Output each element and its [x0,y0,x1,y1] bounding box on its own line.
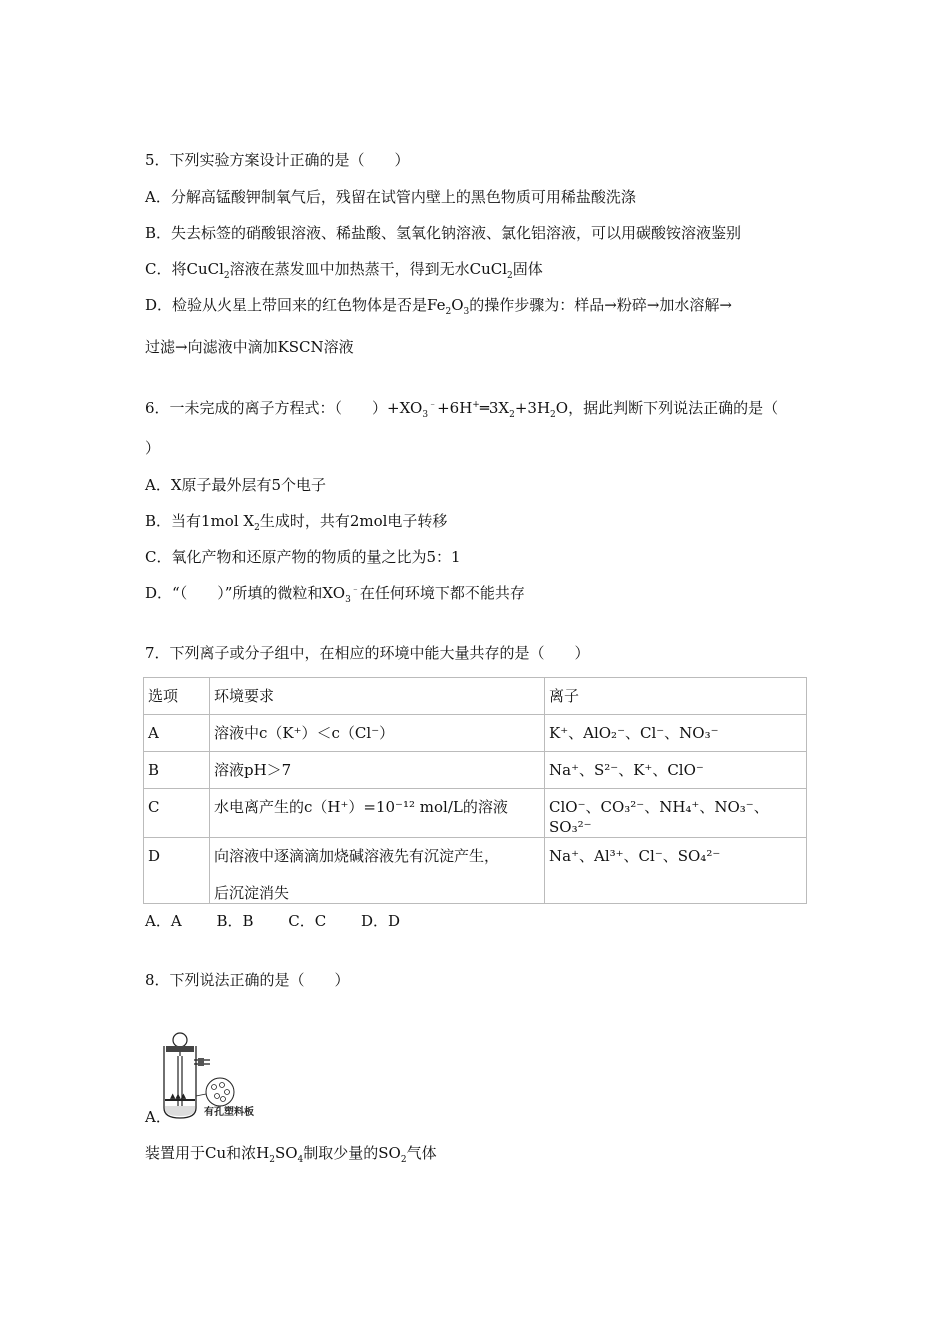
q8-option-a-label: A． [145,1108,171,1126]
q7-option-c: C．C [288,912,327,930]
q8-stem: 8．下列说法正确的是（ ） [145,971,350,989]
q5-option-c: C．将CuCl$_2$溶液在蒸发皿中加热蒸干，得到无水CuCl$_2$固体 [145,260,543,281]
table-cell-ions: Na⁺、S²⁻、K⁺、ClO⁻ [545,752,807,789]
q5-option-b: B．失去标签的硝酸银溶液、稀盐酸、氢氧化钠溶液、氯化铝溶液，可以用碳酸铵溶液鉴别 [145,224,742,242]
table-cell-env: 水电离产生的c（H⁺）=10⁻¹² mol/L的溶液 [210,789,545,838]
table-cell-ions: ClO⁻、CO₃²⁻、NH₄⁺、NO₃⁻、SO₃²⁻ [545,789,807,838]
table-header-cell: 环境要求 [210,678,545,715]
table-cell-env: 溶液中c（K⁺）＜c（Cl⁻） [210,715,545,752]
q7-table [143,677,807,904]
q6-option-b: B．当有1mol $X_2$生成时，共有2mol电子转移 [145,512,448,533]
q5-stem: 5．下列实验方案设计正确的是（ ） [145,151,410,169]
table-cell-ions: K⁺、AlO₂⁻、Cl⁻、NO₃⁻ [545,715,807,752]
figure-label: 有孔塑料板 [204,1107,254,1118]
q6-option-a: A．X原子最外层有5个电子 [145,476,327,494]
table-row [144,715,807,752]
table-header-cell: 选项 [144,678,210,715]
q5-option-d: D．检验从火星上带回来的红色物体是否是$Fe_2O_3$的操作步骤为：样品→粉碎→加水溶解→ [145,296,732,317]
table-row [144,752,807,789]
q5-option-a: A．分解高锰酸钾制氧气后，残留在试管内壁上的黑色物质可用稀盐酸洗涤 [145,188,636,206]
table-cell-option: D [144,838,210,904]
svg-text:▲▲▲: ▲▲▲ [170,1092,187,1100]
q6-option-d: D．“（ ）”所填的微粒和$XO_3^﹣$在任何环境下都不能共存 [145,584,525,605]
q7-stem: 7．下列离子或分子组中，在相应的环境中能大量共存的是（ ） [145,644,590,662]
q5-option-d-cont: 过滤→向滤液中滴加KSCN溶液 [145,338,354,356]
table-cell-env: 向溶液中逐滴滴加烧碱溶液先有沉淀产生， 后沉淀消失 [210,838,545,904]
q7-option-a: A．A [145,912,182,930]
table-row [144,789,807,838]
apparatus-figure [160,1030,270,1120]
q6-stem: 6．一未完成的离子方程式：（ ）$+XO_3^﹣+6H^+═3X_2+3H_2O$，据此判断下列说法正确的是（ [145,399,779,420]
q6-option-c: C．氧化产物和还原产物的物质的量之比为5：1 [145,548,461,566]
table-cell-option: A [144,715,210,752]
table-header-cell: 离子 [545,678,807,715]
q6-stem-cont: ） [145,439,161,457]
table-cell-ions: Na⁺、Al³⁺、Cl⁻、SO₄²⁻ [545,838,807,904]
q7-option-d: D．D [361,912,401,930]
table-cell-option: B [144,752,210,789]
q7-options [145,911,430,931]
table-cell-env: 溶液pH＞7 [210,752,545,789]
table-row [144,838,807,904]
table-cell-option: C [144,789,210,838]
q7-option-b: B．B [216,912,254,930]
table-header-row [144,678,807,715]
q8-option-a-text: 装置用于Cu和浓$H_2SO_4$制取少量的$SO_2$气体 [145,1144,437,1165]
